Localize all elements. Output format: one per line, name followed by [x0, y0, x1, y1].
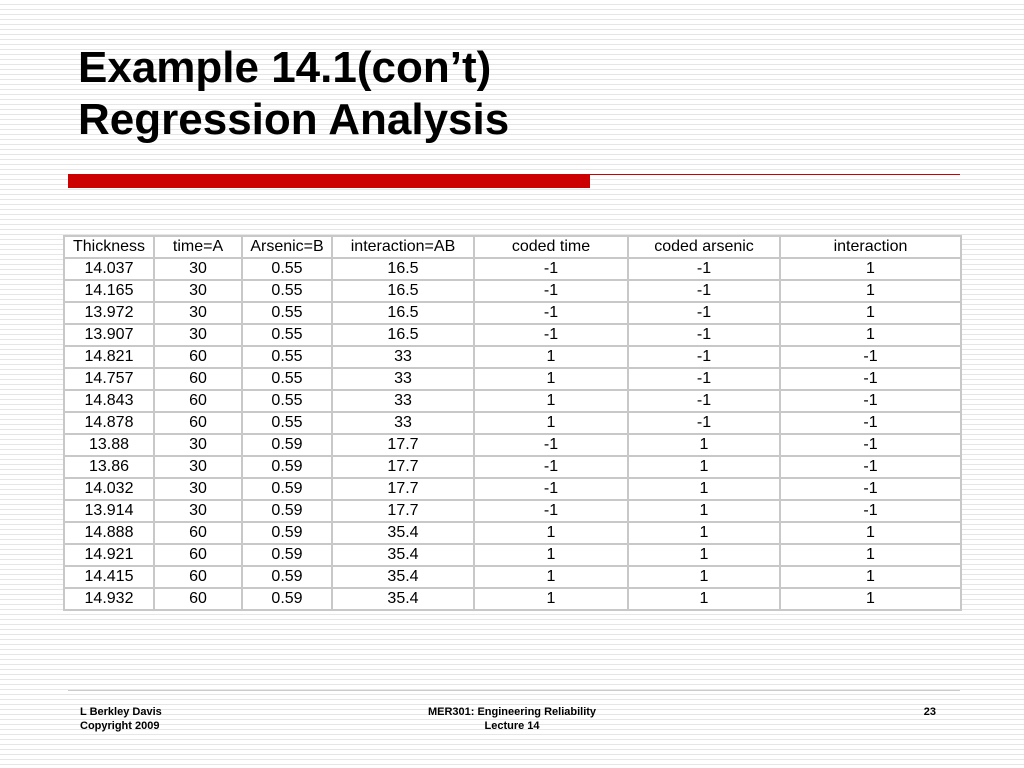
slide-title	[78, 42, 509, 146]
table-cell: -1	[474, 434, 628, 456]
table-cell: 35.4	[332, 588, 474, 610]
table-cell: 0.55	[242, 302, 332, 324]
table-cell: -1	[628, 258, 780, 280]
table-cell: 1	[474, 412, 628, 434]
table-cell: 1	[628, 434, 780, 456]
table-row	[64, 280, 961, 302]
table-body	[64, 258, 961, 610]
table-cell: 35.4	[332, 566, 474, 588]
table-cell: -1	[474, 500, 628, 522]
table-cell: 30	[154, 500, 242, 522]
table-cell: 17.7	[332, 434, 474, 456]
table-cell: -1	[780, 412, 961, 434]
table-cell: -1	[628, 346, 780, 368]
table-row	[64, 302, 961, 324]
table-cell: 17.7	[332, 456, 474, 478]
table-cell: -1	[780, 390, 961, 412]
table-cell: 1	[780, 522, 961, 544]
table-cell: 0.59	[242, 544, 332, 566]
table-cell: 1	[474, 390, 628, 412]
table-cell: 0.55	[242, 324, 332, 346]
table-row	[64, 544, 961, 566]
table-cell: 1	[628, 456, 780, 478]
table-cell: 14.821	[64, 346, 154, 368]
table-cell: 14.757	[64, 368, 154, 390]
table-cell: 1	[628, 544, 780, 566]
table-cell: 1	[474, 346, 628, 368]
table-cell: 60	[154, 412, 242, 434]
table-cell: -1	[474, 324, 628, 346]
table-cell: 1	[780, 544, 961, 566]
table-header-row	[64, 236, 961, 258]
table-cell: -1	[474, 280, 628, 302]
table-cell: 1	[474, 544, 628, 566]
table-cell: 30	[154, 302, 242, 324]
table-cell: -1	[780, 346, 961, 368]
table-cell: 1	[474, 588, 628, 610]
table-cell: 0.59	[242, 478, 332, 500]
footer-divider	[68, 690, 960, 691]
table-cell: 14.888	[64, 522, 154, 544]
table-cell: 16.5	[332, 280, 474, 302]
table-cell: 0.59	[242, 566, 332, 588]
column-header: coded time	[474, 236, 628, 258]
table-cell: 30	[154, 258, 242, 280]
table-cell: 30	[154, 478, 242, 500]
table-cell: -1	[628, 324, 780, 346]
table-row	[64, 456, 961, 478]
table-cell: 33	[332, 368, 474, 390]
footer-copyright: Copyright 2009	[80, 720, 160, 732]
column-header: interaction	[780, 236, 961, 258]
table-cell: 1	[780, 302, 961, 324]
table-cell: 13.972	[64, 302, 154, 324]
regression-data-table	[63, 235, 962, 611]
table-cell: -1	[628, 302, 780, 324]
table-row	[64, 500, 961, 522]
table-cell: 16.5	[332, 258, 474, 280]
table-cell: 13.86	[64, 456, 154, 478]
table-cell: -1	[474, 302, 628, 324]
footer-author: L Berkley Davis	[80, 706, 162, 718]
table-cell: 1	[628, 522, 780, 544]
table-cell: 60	[154, 346, 242, 368]
column-header: interaction=AB	[332, 236, 474, 258]
table-cell: 0.55	[242, 258, 332, 280]
table-cell: 1	[474, 522, 628, 544]
table-cell: 60	[154, 390, 242, 412]
table-cell: -1	[780, 434, 961, 456]
table-cell: 35.4	[332, 544, 474, 566]
slide-title-line-1: Example 14.1(con’t)	[78, 43, 492, 92]
table-cell: 1	[780, 280, 961, 302]
table-cell: -1	[628, 390, 780, 412]
table-cell: 1	[628, 566, 780, 588]
page-number: 23	[923, 706, 936, 718]
footer-right	[880, 705, 936, 719]
table-cell: 0.59	[242, 434, 332, 456]
table-cell: 14.415	[64, 566, 154, 588]
table-cell: 0.59	[242, 522, 332, 544]
table-cell: 16.5	[332, 324, 474, 346]
table-cell: 0.55	[242, 346, 332, 368]
title-underline-line	[590, 174, 960, 175]
title-underline-bar	[68, 174, 590, 188]
table-row	[64, 478, 961, 500]
table-row	[64, 522, 961, 544]
table-row	[64, 588, 961, 610]
table-cell: 1	[474, 368, 628, 390]
table-cell: -1	[780, 456, 961, 478]
table-cell: 0.59	[242, 500, 332, 522]
footer-center	[362, 705, 662, 733]
table-cell: 0.55	[242, 280, 332, 302]
column-header: Thickness	[64, 236, 154, 258]
table-cell: 14.932	[64, 588, 154, 610]
footer-course: MER301: Engineering Reliability	[427, 706, 597, 718]
table-cell: 0.59	[242, 588, 332, 610]
table-cell: -1	[628, 280, 780, 302]
table-cell: 0.55	[242, 368, 332, 390]
table-cell: -1	[780, 478, 961, 500]
column-header: time=A	[154, 236, 242, 258]
table-cell: -1	[474, 456, 628, 478]
table-cell: 17.7	[332, 478, 474, 500]
table-cell: -1	[780, 368, 961, 390]
table-cell: 17.7	[332, 500, 474, 522]
table-cell: 14.037	[64, 258, 154, 280]
table-cell: 1	[780, 588, 961, 610]
table-cell: 0.59	[242, 456, 332, 478]
table-cell: 60	[154, 544, 242, 566]
table-cell: 0.55	[242, 390, 332, 412]
table-row	[64, 390, 961, 412]
table-row	[64, 566, 961, 588]
table-cell: 1	[780, 324, 961, 346]
table-cell: 30	[154, 280, 242, 302]
table-cell: 33	[332, 412, 474, 434]
table-cell: 1	[780, 258, 961, 280]
table-cell: 35.4	[332, 522, 474, 544]
table-cell: 14.165	[64, 280, 154, 302]
column-header: Arsenic=B	[242, 236, 332, 258]
table-cell: -1	[474, 258, 628, 280]
table-cell: 30	[154, 456, 242, 478]
table-cell: 13.88	[64, 434, 154, 456]
table-cell: 60	[154, 368, 242, 390]
table-cell: 30	[154, 324, 242, 346]
footer-lecture: Lecture 14	[484, 720, 540, 732]
table-row	[64, 434, 961, 456]
table-cell: 60	[154, 522, 242, 544]
table-cell: 33	[332, 390, 474, 412]
table-cell: 1	[628, 588, 780, 610]
table-cell: 14.032	[64, 478, 154, 500]
table-cell: -1	[780, 500, 961, 522]
table-row	[64, 258, 961, 280]
table-cell: 1	[474, 566, 628, 588]
table-cell: -1	[474, 478, 628, 500]
table-cell: 33	[332, 346, 474, 368]
table-cell: 1	[628, 478, 780, 500]
table-row	[64, 412, 961, 434]
table-cell: -1	[628, 368, 780, 390]
table-cell: 14.843	[64, 390, 154, 412]
table-cell: 16.5	[332, 302, 474, 324]
footer-left	[80, 705, 162, 733]
slide-title-line-2: Regression Analysis	[78, 95, 510, 144]
column-header: coded arsenic	[628, 236, 780, 258]
table-row	[64, 368, 961, 390]
table-cell: -1	[628, 412, 780, 434]
table-cell: 60	[154, 566, 242, 588]
table-cell: 0.55	[242, 412, 332, 434]
table-cell: 14.878	[64, 412, 154, 434]
table-cell: 13.907	[64, 324, 154, 346]
table-cell: 30	[154, 434, 242, 456]
table-cell: 13.914	[64, 500, 154, 522]
table-cell: 60	[154, 588, 242, 610]
table-cell: 14.921	[64, 544, 154, 566]
table-cell: 1	[780, 566, 961, 588]
table-cell: 1	[628, 500, 780, 522]
table-row	[64, 346, 961, 368]
title-underline	[68, 174, 960, 188]
table-row	[64, 324, 961, 346]
